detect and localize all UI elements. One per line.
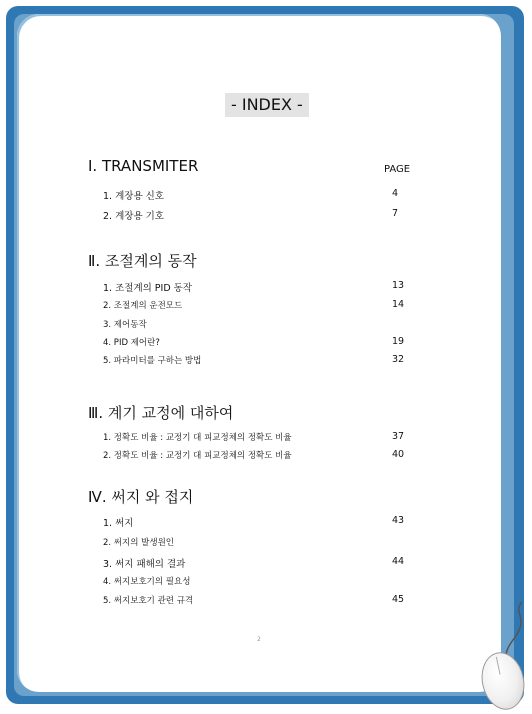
page-column-header: PAGE: [384, 164, 411, 175]
toc-page-number: 40: [392, 449, 405, 460]
toc-item: 3. 제어동작: [103, 320, 147, 330]
toc-item: 2. 계장용 기호: [103, 211, 164, 222]
toc-item: 1. 써지: [103, 518, 134, 529]
toc-item: 5. 써지보호기 관련 규격: [103, 596, 194, 606]
toc-item: 2. 써지의 발생원인: [103, 538, 174, 548]
footer-page-number: 2: [257, 636, 261, 643]
mouse-button-divider: [496, 657, 501, 675]
section-heading-1: Ⅰ. TRANSMITER: [88, 157, 199, 175]
toc-page-number: 37: [392, 431, 405, 442]
toc-item: 5. 파라미터를 구하는 방법: [103, 356, 202, 366]
toc-item: 1. 정확도 비율 : 교정기 대 피교정체의 정확도 비율: [103, 433, 292, 443]
section-heading-4: Ⅳ. 써지 와 접지: [88, 488, 194, 506]
toc-page-number: 19: [392, 336, 405, 347]
toc-page-number: 32: [392, 354, 405, 365]
toc-page-number: 44: [392, 556, 405, 567]
toc-item: 3. 써지 패해의 결과: [103, 559, 186, 570]
toc-page-number: 7: [392, 208, 399, 219]
toc-item: 4. 써지보호기의 필요성: [103, 577, 191, 587]
toc-page-number: 14: [392, 299, 405, 310]
toc-page-number: 43: [392, 515, 405, 526]
toc-page-number: 13: [392, 280, 405, 291]
toc-item: 1. 계장용 신호: [103, 191, 164, 202]
toc-item: 2. 정확도 비율 : 교정기 대 피교정체의 정확도 비율: [103, 451, 292, 461]
toc-item: 2. 조절계의 운전모드: [103, 301, 183, 311]
index-title: - INDEX -: [225, 93, 309, 117]
toc-page-number: 4: [392, 188, 399, 199]
section-heading-2: Ⅱ. 조절계의 동작: [88, 252, 197, 270]
toc-page-number: 45: [392, 594, 405, 605]
toc-item: 1. 조절계의 PID 동작: [103, 283, 193, 294]
toc-item: 4. PID 제어란?: [103, 338, 160, 348]
section-heading-3: Ⅲ. 계기 교정에 대하여: [88, 404, 234, 422]
